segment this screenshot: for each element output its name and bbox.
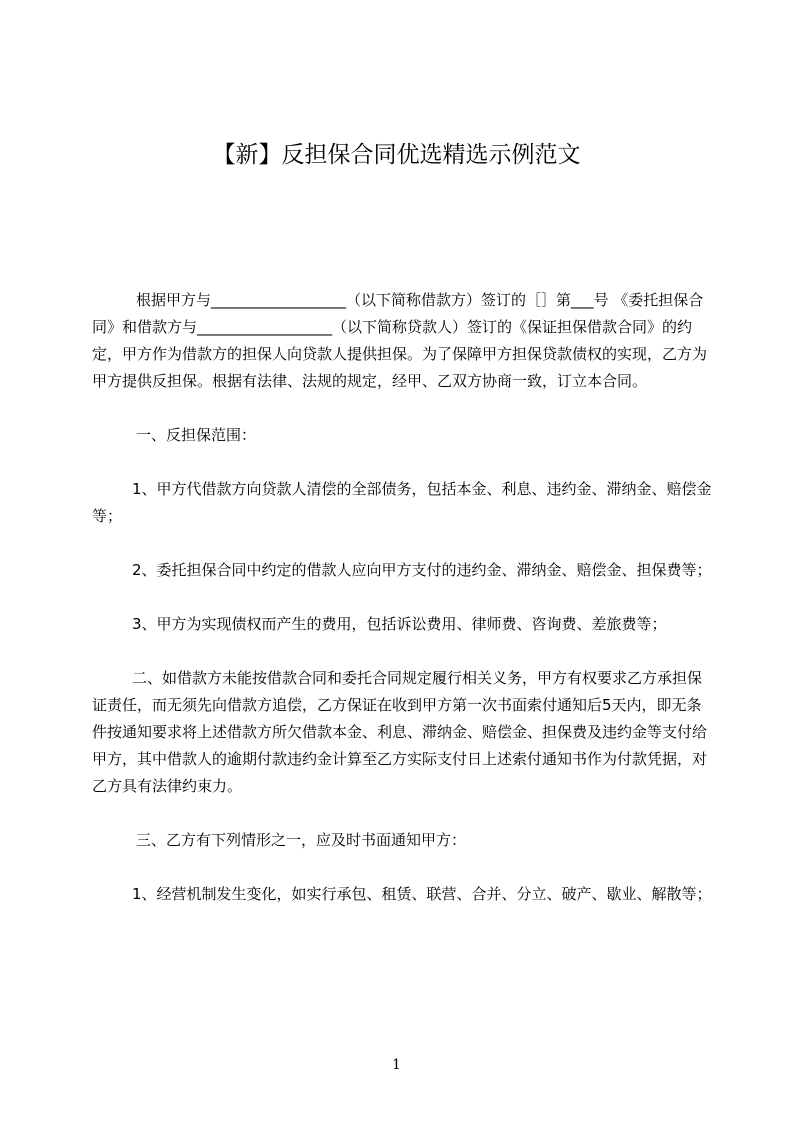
section-1-item-3: 3、甲方为实现债权而产生的费用，包括诉讼费用、律师费、咨询费、差旅费等； — [132, 615, 667, 633]
section-1-heading: 一、反担保范围： — [136, 426, 257, 444]
section-3-item-1: 1、经营机制发生变化，如实行承包、租赁、联营、合并、分立、破产、歇业、解散等； — [132, 885, 712, 903]
document-body — [92, 287, 712, 908]
section-1-item-2: 2、委托担保合同中约定的借款人应向甲方支付的违约金、滞纳金、赔偿金、担保费等； — [132, 561, 712, 579]
intro-paragraph: 根据甲方与__________________（以下简称借款方）签订的［］第___号 《委托担保合同》和借款方与__________________（以下简称贷款人）签订的《保证担保借款合同》的约定，甲方作为借款方的担保人向贷款人提供担保。为了保障甲方担保贷款债权的实现，乙方为甲方提供反担保。根据有法律、法规的规定，经甲、乙双方协商一致，订立本合同。 — [92, 291, 708, 390]
section-2-paragraph: 二、如借款方未能按借款合同和委托合同规定履行相关义务，甲方有权要求乙方承担保证责任，而无须先向借款方追偿，乙方保证在收到甲方第一次书面索付通知后5天内，即无条件按通知要求将上述借款方所欠借款本金、利息、滞纳金、赔偿金、担保费及违约金等支付给甲方，其中借款人的逾期付款违约金计算至乙方实际支付日上述索付通知书作为付款凭据，对乙方具有法律约束力。 — [92, 669, 708, 795]
section-3-heading: 三、乙方有下列情形之一，应及时书面通知甲方： — [136, 831, 467, 849]
document-title: 【新】反担保合同优选精选示例范文 — [212, 142, 581, 168]
page-number: 1 — [392, 1057, 401, 1073]
section-1-item-1: 1、甲方代借款方向贷款人清偿的全部债务，包括本金、利息、违约金、滞纳金、赔偿金等； — [92, 480, 712, 525]
